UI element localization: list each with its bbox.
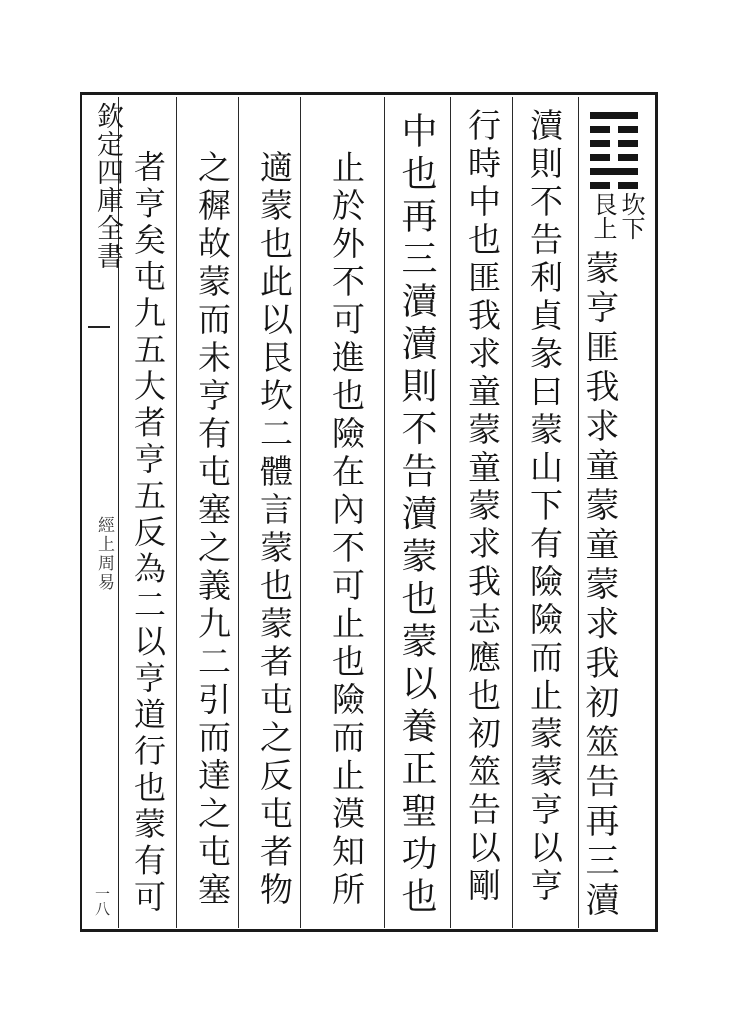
text-column: 止於外不可進也險在內不可止也險而止漠知所: [327, 150, 366, 910]
text-column: 瀆則不告利貞彖曰蒙山下有險險而止蒙蒙亨以亨: [525, 108, 564, 906]
page-number: 一八: [93, 886, 111, 916]
section-label: 經上周易: [94, 516, 114, 592]
hexagram-meng-icon: [590, 112, 638, 196]
column-rule: [300, 97, 301, 928]
text-column: 中也再三瀆瀆則不告瀆蒙也蒙以養正聖功也: [396, 112, 437, 920]
column-rule: [384, 97, 385, 928]
text-column: 適蒙也此以艮坎二體言蒙也蒙者屯之反屯者物: [255, 150, 294, 910]
column-rule: [512, 97, 513, 928]
text-column: 之穉故蒙而未亨有屯塞之義九二引而達之屯塞: [193, 150, 232, 910]
column-rule: [176, 97, 177, 928]
text-column: 者亨矣屯九五大者亨五反為二以亨道行也蒙有可: [129, 150, 167, 917]
margin-strip: [82, 96, 123, 928]
upper-trigram-label: 坎下: [617, 192, 645, 240]
fish-tail-mark: [88, 326, 110, 328]
column-rule: [238, 97, 239, 928]
text-column: 行時中也匪我求童蒙童蒙求我志應也初筮告以剛: [463, 108, 502, 906]
text-column: 蒙亨匪我求童蒙童蒙求我初筮告再三瀆: [579, 250, 619, 922]
lower-trigram-label: 艮上: [589, 192, 617, 240]
book-title: 欽定四庫全書: [92, 102, 123, 270]
column-rule: [450, 97, 451, 928]
